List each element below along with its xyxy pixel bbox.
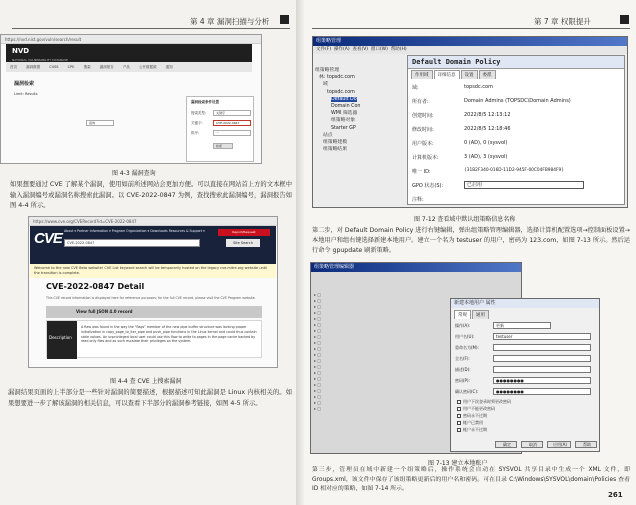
gpme-title: 组策略管理编辑器: [311, 263, 521, 272]
tree-item[interactable]: Domain Con: [331, 104, 361, 110]
nvd-logo-sub: NATIONAL VULNERABILITY DATABASE: [12, 58, 68, 62]
detail-value: Domain Admins (TOPSDC\Domain Admins): [464, 98, 571, 104]
field-label: 描述(D):: [455, 367, 471, 372]
left-header-tab: [280, 15, 289, 24]
nvd-side-item[interactable]: Limit: Results: [14, 92, 38, 96]
gpmc-menu: [313, 46, 627, 54]
tab-common[interactable]: 通用: [472, 310, 489, 319]
form-search-button[interactable]: 检索: [213, 143, 233, 149]
checkbox-label: 用户不能更改密码: [463, 406, 495, 411]
cve-notice-banner: Welcome to the new CVE Beta website! CVE List keyword search will be temporarily hosted on the legacy cve.mitre.org website until the transition is complete.: [30, 264, 276, 278]
detail-value: 3 (AD), 3 (sysvol): [464, 154, 508, 160]
tab-general[interactable]: 常规: [454, 310, 471, 319]
gpo-title: Default Domain Policy: [408, 56, 624, 69]
caption-fig-4-3: 图 4-3 漏洞查询: [112, 170, 156, 177]
tab-scope[interactable]: 作用域: [411, 70, 433, 79]
tree-item[interactable]: WMI 筛选器: [331, 111, 358, 117]
caption-fig-7-13: 图 7-13 建立本地账户: [428, 460, 488, 467]
cve-url-bar[interactable]: https://www.cve.org/CVERecord?id=CVE-2022-0847: [29, 217, 277, 226]
tree-item[interactable]: 组策略建模: [323, 140, 347, 146]
tree-item[interactable]: 站点: [323, 132, 333, 138]
detail-label: 唯一 ID:: [412, 169, 431, 175]
field-label: 全名(F):: [455, 356, 470, 361]
cve-site-search-button[interactable]: Site Search: [226, 239, 260, 247]
tab-delegation[interactable]: 委派: [479, 70, 496, 79]
form-field-type[interactable]: 关键字: [213, 110, 251, 116]
detail-label: 注释:: [412, 197, 424, 203]
tab-settings[interactable]: 设置: [461, 70, 478, 79]
rename-input[interactable]: [493, 344, 591, 351]
gpmc-tree: [315, 67, 360, 153]
paragraph-2: 漏洞结果页面的上半部分是一些针对漏洞的简要描述，根据描述可知此漏洞是 Linux 内核相关的。如果想要进一步了解该漏洞的相关信息，可以查看下半部分的漏洞参考链接，如图 4-5 所示。: [8, 389, 292, 407]
gpo-details-panel: [407, 55, 625, 205]
field-label: 重命名为(M):: [455, 345, 479, 350]
cve-description-label: Description: [47, 321, 77, 359]
tree-item[interactable]: 组策略管理: [315, 68, 339, 73]
cve-description-text: A flaw was found in the way the "flags" member of the new pipe buffer structure was lacking proper initialization in copy_page_to_iter_pipe and push_pipe functions in the Linux kernel and could thus contain stale values. An unprivileged local user could use this flaw to write to pages in the page cache backed by read only files and as such escalate their privileges on the system.: [81, 325, 257, 344]
new-local-user-dialog: [450, 298, 600, 452]
detail-label: 修改时间:: [412, 127, 434, 133]
menu-window[interactable]: 窗口(W): [370, 47, 388, 52]
dialog-tabs: [454, 310, 490, 319]
cve-intro-text: This CVE record information is displayed here for reference purposes; for the full CVE record, please visit the CVE Program website.: [46, 296, 256, 300]
dialog-title: 新建本地用户 属性: [451, 299, 599, 308]
tree-item-selected[interactable]: Default Do: [331, 96, 357, 102]
cve-report-button[interactable]: Report/Request: [218, 229, 270, 236]
right-running-header: 第 7 章 权限提升: [534, 17, 591, 26]
page-number: 261: [608, 491, 623, 499]
detail-label: 计算机版本:: [412, 155, 439, 161]
checkbox-label: 帐户永不过期: [463, 427, 487, 432]
nvd-nav: [6, 62, 252, 72]
tree-item[interactable]: topsdc.com: [327, 89, 355, 95]
help-button[interactable]: 帮助: [575, 441, 597, 448]
nvd-url-bar[interactable]: https://nvd.nist.gov/vuln/search/result: [1, 35, 261, 44]
form-field-sort[interactable]: 一: [213, 130, 251, 136]
menu-action[interactable]: 操作(A): [333, 47, 350, 52]
nvd-banner: [6, 44, 252, 62]
detail-value: 2022/8/5 12:13:12: [464, 112, 511, 118]
detail-value: 0 (AD), 0 (sysvol): [464, 140, 508, 146]
cve-description-box: [46, 320, 262, 358]
cve-search-input[interactable]: CVE-2022-0847: [64, 239, 200, 247]
field-label: 密码(P):: [455, 378, 470, 383]
nvd-search-form: [186, 96, 254, 162]
detail-value: 2022/8/5 12:18:46: [464, 126, 511, 132]
nvd-submit-button[interactable]: 查询: [86, 120, 114, 126]
fullname-input[interactable]: [493, 355, 591, 362]
confirm-password-input[interactable]: ●●●●●●●●: [493, 388, 591, 395]
tab-details[interactable]: 详细信息: [434, 70, 460, 79]
checkbox-label: 密码永不过期: [463, 413, 487, 418]
menu-file[interactable]: 文件(F): [316, 47, 332, 52]
form-title: 漏洞检索条件设置: [191, 100, 219, 104]
nvd-nav-item[interactable]: CPE: [67, 65, 75, 69]
right-header-tab: [620, 15, 629, 24]
gpo-tabs: [411, 70, 497, 79]
form-label: 搜索类型:: [191, 111, 207, 115]
ok-button[interactable]: 确定: [495, 441, 517, 448]
nvd-nav-item[interactable]: 产品: [122, 65, 130, 69]
nvd-logo[interactable]: NVD: [12, 47, 30, 55]
left-running-header: 第 4 章 漏洞扫描与分析: [190, 17, 270, 26]
caption-fig-4-4: 图 4-4 查 CVE 上搜索漏洞: [110, 378, 182, 385]
checkbox-disabled[interactable]: [457, 420, 483, 426]
detail-label: GPO 状态(S):: [412, 183, 444, 189]
tree-item[interactable]: Starter GP: [331, 125, 356, 131]
detail-value: {31B2F340-016D-11D2-945F-00C04FB984F9}: [464, 168, 564, 173]
form-label: 排序:: [191, 131, 200, 135]
tree-item[interactable]: 组策略结果: [323, 147, 347, 153]
tree-item[interactable]: 组策略对象: [331, 118, 355, 124]
tree-item[interactable]: 域: [323, 82, 328, 88]
cve-json-bar[interactable]: View full JSON 4.0 record: [46, 306, 262, 318]
nvd-section-title: 漏洞检索: [14, 81, 35, 87]
detail-value: topsdc.com: [464, 84, 493, 90]
right-header-rule: [312, 28, 630, 29]
gpmc-title: 组策略管理: [313, 37, 627, 46]
apply-button[interactable]: 应用(A): [547, 441, 571, 448]
field-label: 用户名(U):: [455, 334, 475, 339]
detail-label: 创建时间:: [412, 113, 434, 119]
nvd-nav-item[interactable]: 漏洞报告: [99, 65, 114, 69]
cve-record-title: CVE-2022-0847 Detail: [46, 282, 145, 291]
detail-label: 所有者:: [412, 99, 429, 105]
right-paragraph-2: 第三步，管理员在域中新建一个组策略后，操作系统会自动在 SYSVOL 共享目录中生成一个 XML 文件，即 Groups.xml，该文件中保存了该组策略更新后的用户名和密码。可在目录 C:\Windows\SYSVOL\domain\Policies 查看 ID 相对应的策略，如图 7-14 所示。: [312, 467, 630, 492]
left-header-rule: [12, 28, 290, 29]
username-input[interactable]: testuser: [493, 333, 591, 340]
checkbox-label: 帐户已禁用: [463, 420, 483, 425]
checkbox-account-never-expires[interactable]: [457, 427, 487, 433]
checkbox-cannot-change[interactable]: [457, 406, 495, 412]
detail-label: 域:: [412, 85, 419, 91]
checkbox-label: 用户下次登录时须更改密码: [463, 399, 511, 404]
gpme-tree: ▸ □ ▸ □ ▸ □ ▸ □ ▸ □ ▸ □ ▸ □ ▸ □ ▸ □ ▸ □ ▸ □ ▸ □ ▸ □ ▸ □ ▸ □ ▸ □ ▸ □ ▸ □ ▸ □ ▸ □: [314, 292, 322, 411]
nvd-nav-item[interactable]: 搜索: [83, 65, 91, 69]
cancel-button[interactable]: 取消: [521, 441, 543, 448]
gpmc-window: [312, 36, 628, 208]
tree-placeholder: ▸ □: [314, 292, 322, 297]
detail-label: 用户版本:: [412, 141, 434, 147]
checkbox-change-password[interactable]: [457, 399, 511, 405]
cve-header: [30, 226, 276, 264]
nvd-nav-item[interactable]: 首页: [10, 65, 17, 69]
form-field-keyword[interactable]: CVE-2022-0847: [213, 120, 251, 126]
nvd-nav-item[interactable]: 公开数据源: [138, 65, 157, 69]
cve-logo[interactable]: CVE: [34, 230, 62, 247]
description-input[interactable]: [493, 366, 591, 373]
checkbox-never-expires[interactable]: [457, 413, 487, 419]
action-select[interactable]: 更新: [493, 322, 551, 329]
menu-help[interactable]: 帮助(H): [390, 47, 407, 52]
right-paragraph-1: 第二步，对 Default Domain Policy 进行右键编辑，弹出组策略管理编辑器，选择计算机配置选项→控制面板设置→本地用户和组右键选择新建本地用户。建立一个名为 testuser 的用户，密码为 123.com，如图 7-13 所示。然后运行命令 gpupdate 刷新策略。: [312, 227, 630, 254]
menu-view[interactable]: 查看(V): [352, 47, 369, 52]
left-page: [0, 0, 300, 505]
nvd-nav-item[interactable]: CVSS: [49, 65, 59, 69]
field-label: 确认密码(C):: [455, 389, 479, 394]
nvd-nav-item[interactable]: 漏洞数据: [26, 65, 41, 69]
cve-nav[interactable]: About ▾ Partner Information ▾ Program Organization ▾ Downloads Resources & Support ▾: [64, 229, 205, 233]
form-label: 关键字:: [191, 121, 203, 125]
tree-item[interactable]: 林: topsdc.com: [319, 75, 355, 81]
field-label: 操作(A):: [455, 323, 471, 328]
paragraph-1: 如果想要通过 CVE 了解某个漏洞，使用如前所述网站会更加方便。可以直接在网站首上方的文本框中输入漏洞编号或漏洞名称搜索此漏洞。以 CVE-2022-0847 为例，查找搜索此漏洞编号，漏洞报告如图 4-4 所示。: [10, 181, 292, 209]
caption-fig-7-12: 图 7-12 查看域中默认组策略信息名称: [414, 216, 516, 223]
right-page: [304, 0, 636, 505]
nvd-nav-item[interactable]: 通知: [165, 65, 173, 69]
gpo-status-select[interactable]: 已启用: [464, 181, 584, 189]
password-input[interactable]: ●●●●●●●●: [493, 377, 591, 384]
